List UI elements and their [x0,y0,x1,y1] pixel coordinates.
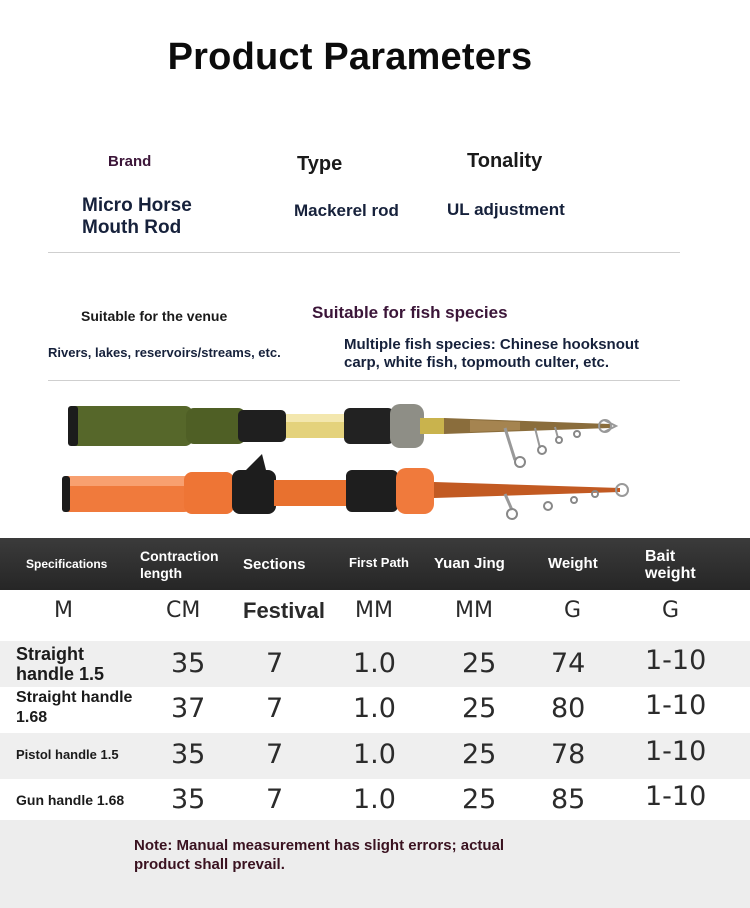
row-bait: 1-10 [645,645,707,676]
row-weight: 80 [551,693,586,724]
header-specifications: Specifications [26,557,108,571]
row-first-path: 1.0 [353,648,396,679]
header-bait-weight: Bait weight [645,548,696,582]
brand-label: Brand [108,153,152,170]
row-yuan-jing: 25 [462,784,497,815]
row-bait: 1-10 [645,690,707,721]
unit-specifications: M [54,598,73,623]
venue-label: Suitable for the venue [81,308,228,324]
pistol-handle-rod-image [62,454,628,519]
row-bait: 1-10 [645,736,707,767]
divider-top [48,252,680,253]
unit-yuan-jing: MM [455,598,493,623]
type-value: Mackerel rod [294,201,399,220]
row-sections: 7 [266,693,284,724]
row-bait: 1-10 [645,781,707,812]
header-sections: Sections [243,556,306,573]
unit-weight: G [564,598,582,623]
species-value: Multiple fish species: Chinese hooksnout carp, white fish, topmouth culter, etc. [344,336,640,371]
header-contraction-length: Contraction length [140,548,219,581]
table-row [0,641,750,687]
row-sections: 7 [266,739,284,770]
header-weight: Weight [548,555,598,572]
table-row [0,779,750,825]
header-yuan-jing: Yuan Jing [434,555,505,572]
unit-sections: Festival [243,598,325,623]
divider-bottom [48,380,680,381]
page-title: Product Parameters [167,36,533,78]
table-row [0,687,750,733]
species-label: Suitable for fish species [312,303,508,322]
tonality-value: UL adjustment [447,200,565,219]
row-weight: 78 [551,739,586,770]
row-yuan-jing: 25 [462,648,497,679]
unit-first-path: MM [355,598,393,623]
row-yuan-jing: 25 [462,739,497,770]
row-name: Gun handle 1.68 [16,792,125,808]
row-first-path: 1.0 [353,693,396,724]
row-length: 37 [171,693,206,724]
row-length: 35 [171,739,206,770]
venue-value: Rivers, lakes, reservoirs/streams, etc. [48,345,281,360]
row-first-path: 1.0 [353,784,396,815]
row-yuan-jing: 25 [462,693,497,724]
row-first-path: 1.0 [353,739,396,770]
row-name: Straight handle 1.5 [16,644,105,684]
row-sections: 7 [266,648,284,679]
note-text: Note: Manual measurement has slight errors; actual product shall prevail. [134,837,505,873]
straight-handle-rod-image [68,404,616,467]
row-name: Straight handle 1.68 [16,689,133,726]
row-length: 35 [171,648,206,679]
brand-value: Micro Horse Mouth Rod [82,195,192,238]
table-header [0,538,750,590]
unit-length: CM [166,598,201,623]
row-sections: 7 [266,784,284,815]
tonality-label: Tonality [467,150,543,172]
row-name: Pistol handle 1.5 [16,747,119,762]
type-label: Type [297,153,343,175]
rod-images [0,390,750,530]
table-row [0,733,750,779]
row-length: 35 [171,784,206,815]
header-first-path: First Path [349,555,409,570]
unit-bait: G [662,598,680,623]
row-weight: 74 [551,648,586,679]
row-weight: 85 [551,784,586,815]
